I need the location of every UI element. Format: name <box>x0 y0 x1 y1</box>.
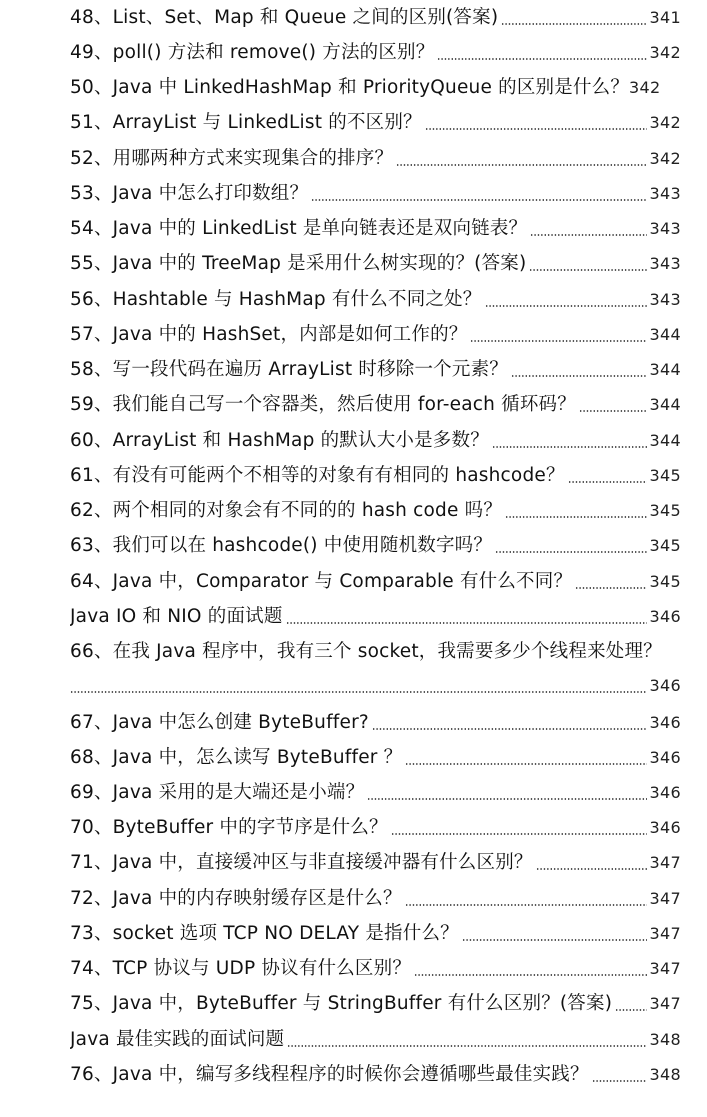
toc-entry-page: 346 <box>649 818 681 837</box>
toc-dot-leader <box>568 481 647 483</box>
toc-entry-title: 69、Java 采用的是大端还是小端？ <box>70 782 365 803</box>
toc-entry-title: 70、ByteBuffer 中的字节序是什么？ <box>70 817 388 838</box>
toc-entry-page: 343 <box>649 290 681 309</box>
toc-entry-title: 60、ArrayList 和 HashMap 的默认大小是多数？ <box>70 430 489 451</box>
toc-entry[interactable] <box>70 815 681 841</box>
toc-entry-title: 67、Java 中怎么创建 ByteBuffer? <box>70 712 369 733</box>
toc-entry-page: 345 <box>649 572 681 591</box>
toc-entry-page: 342 <box>649 43 681 62</box>
toc-entry[interactable] <box>70 216 681 242</box>
toc-entry-title: 53、Java 中怎么打印数组？ <box>70 183 309 204</box>
toc-entry-title: Java IO 和 NIO 的面试题 <box>70 606 283 627</box>
toc-section-heading[interactable] <box>70 1027 681 1053</box>
toc-dot-leader <box>462 939 647 941</box>
toc-entry-page: 346 <box>649 676 681 695</box>
toc-entry-page: 345 <box>649 466 681 485</box>
toc-entry-page: 343 <box>649 184 681 203</box>
toc-entry[interactable] <box>70 639 702 665</box>
toc-dot-leader <box>579 410 647 412</box>
toc-entry[interactable] <box>70 533 681 559</box>
toc-dot-leader <box>286 622 647 624</box>
toc-dot-leader <box>470 340 646 342</box>
toc-dot-leader <box>505 516 647 518</box>
toc-entry[interactable] <box>70 886 681 912</box>
toc-entry-page: 347 <box>649 994 681 1013</box>
toc-entry[interactable] <box>70 498 681 524</box>
toc-dot-leader <box>575 587 646 589</box>
toc-entry-page: 347 <box>649 959 681 978</box>
toc-entry-page: 347 <box>649 924 681 943</box>
toc-entry-page: 344 <box>649 431 681 450</box>
toc-dot-leader <box>287 1045 646 1047</box>
toc-entry-page: 348 <box>649 1030 681 1049</box>
toc-dot-leader <box>367 798 646 800</box>
toc-entry-title: 66、在我 Java 程序中，我有三个 socket，我需要多少个线程来处理？ <box>70 641 662 662</box>
toc-dot-leader <box>311 199 646 201</box>
toc-entry[interactable] <box>70 40 681 66</box>
toc-dot-leader <box>405 763 646 765</box>
toc-entry-title: 55、Java 中的 TreeMap 是采用什么树实现的？(答案) <box>70 253 527 274</box>
toc-entry-title: 74、TCP 协议与 UDP 协议有什么区别？ <box>70 958 412 979</box>
toc-entry-page: 346 <box>649 783 681 802</box>
toc-entry-page: 345 <box>649 501 681 520</box>
toc-entry-title: 54、Java 中的 LinkedList 是单向链表还是双向链表？ <box>70 218 528 239</box>
toc-entry-title: 64、Java 中，Comparator 与 Comparable 有什么不同？ <box>70 571 573 592</box>
toc-entry[interactable] <box>70 181 681 207</box>
toc-entry-page: 342 <box>629 78 661 97</box>
toc-entry-title: 48、List、Set、Map 和 Queue 之间的区别(答案) <box>70 7 499 28</box>
toc-dot-leader <box>70 691 647 693</box>
toc-dot-leader <box>529 269 646 271</box>
toc-entry-title: 73、socket 选项 TCP NO DELAY 是指什么？ <box>70 923 459 944</box>
toc-entry-title: 51、ArrayList 与 LinkedList 的不区别？ <box>70 112 422 133</box>
toc-entry-page: 343 <box>649 219 681 238</box>
toc-entry[interactable] <box>70 745 681 771</box>
toc-dot-leader <box>592 1080 647 1082</box>
toc-dot-leader <box>536 868 647 870</box>
toc-entry-title: 76、Java 中，编写多线程程序的时候你会遵循哪些最佳实践？ <box>70 1064 589 1085</box>
toc-dot-leader <box>372 728 647 730</box>
toc-entry-page: 342 <box>649 113 681 132</box>
toc-dot-leader <box>437 58 646 60</box>
toc-entry-page: 346 <box>649 713 681 732</box>
toc-section-heading[interactable] <box>70 604 681 630</box>
toc-dot-leader <box>530 234 646 236</box>
toc-entry-page: 347 <box>649 853 681 872</box>
toc-entry[interactable] <box>70 780 681 806</box>
toc-entry-title: 50、Java 中 LinkedHashMap 和 PriorityQueue 的区别是什么？ <box>70 77 630 98</box>
toc-entry-title: 68、Java 中，怎么读写 ByteBuffer ？ <box>70 747 403 768</box>
toc-dot-leader <box>396 164 646 166</box>
toc-entry-title: 52、用哪两种方式来实现集合的排序？ <box>70 148 394 169</box>
toc-entry-page: 346 <box>649 607 681 626</box>
toc-dot-leader <box>501 23 646 25</box>
toc-dot-leader <box>414 974 647 976</box>
toc-entry-page: 341 <box>649 8 681 27</box>
toc-dot-leader <box>485 305 647 307</box>
toc-entry-page: 344 <box>649 395 681 414</box>
toc-entry-title: 62、两个相同的对象会有不同的的 hash code 吗？ <box>70 500 503 521</box>
toc-dot-leader <box>391 833 647 835</box>
toc-entry-title: 58、写一段代码在遍历 ArrayList 时移除一个元素？ <box>70 359 508 380</box>
toc-dot-leader <box>495 551 646 553</box>
toc-entry[interactable] <box>70 110 681 136</box>
toc-entry-title: 71、Java 中，直接缓冲区与非直接缓冲器有什么区别？ <box>70 852 533 873</box>
toc-entry[interactable] <box>70 991 681 1017</box>
toc-entry[interactable] <box>70 357 681 383</box>
toc-entry[interactable] <box>70 287 681 313</box>
toc-dot-leader <box>615 1009 646 1011</box>
toc-entry-title: 49、poll() 方法和 remove() 方法的区别？ <box>70 42 435 63</box>
toc-entry-title: 72、Java 中的内存映射缓存区是什么？ <box>70 888 402 909</box>
toc-entry-title: 61、有没有可能两个不相等的对象有有相同的 hashcode？ <box>70 465 565 486</box>
toc-dot-leader <box>492 446 647 448</box>
toc-entry[interactable] <box>70 921 681 947</box>
toc-entry-continuation[interactable] <box>70 673 681 699</box>
toc-entry-page: 344 <box>649 325 681 344</box>
toc-dot-leader <box>405 904 647 906</box>
toc-entry-page: 345 <box>649 536 681 555</box>
toc-entry[interactable] <box>70 1062 681 1088</box>
toc-entry-page: 346 <box>649 748 681 767</box>
toc-dot-leader <box>511 375 647 377</box>
toc-entry-title: Java 最佳实践的面试问题 <box>70 1029 285 1050</box>
toc-entry[interactable] <box>70 710 681 736</box>
toc-entry[interactable] <box>70 428 681 454</box>
toc-entry-title: 75、Java 中，ByteBuffer 与 StringBuffer 有什么区别？(答案) <box>70 993 613 1014</box>
toc-entry[interactable] <box>70 392 681 418</box>
toc-entry[interactable] <box>70 463 681 489</box>
toc-entry-title: 59、我们能自己写一个容器类，然后使用 for-each 循环码？ <box>70 394 576 415</box>
toc-entry-page: 347 <box>649 889 681 908</box>
toc-dot-leader <box>425 128 647 130</box>
toc-entry[interactable] <box>70 75 702 101</box>
toc-entry-title: 56、Hashtable 与 HashMap 有什么不同之处？ <box>70 289 482 310</box>
toc-entry-page: 342 <box>649 149 681 168</box>
toc-entry-page: 343 <box>649 254 681 273</box>
toc-entry-title: 63、我们可以在 hashcode() 中使用随机数字吗？ <box>70 535 493 556</box>
toc-entry-page: 348 <box>649 1065 681 1084</box>
toc-entry[interactable] <box>70 322 681 348</box>
toc-entry[interactable] <box>70 569 681 595</box>
toc-entry-page: 344 <box>649 360 681 379</box>
toc-entry[interactable] <box>70 5 681 31</box>
toc-entry[interactable] <box>70 251 681 277</box>
toc-entry[interactable] <box>70 850 681 876</box>
toc-entry[interactable] <box>70 956 681 982</box>
toc-entry-title: 57、Java 中的 HashSet，内部是如何工作的？ <box>70 324 468 345</box>
toc-entry[interactable] <box>70 146 681 172</box>
